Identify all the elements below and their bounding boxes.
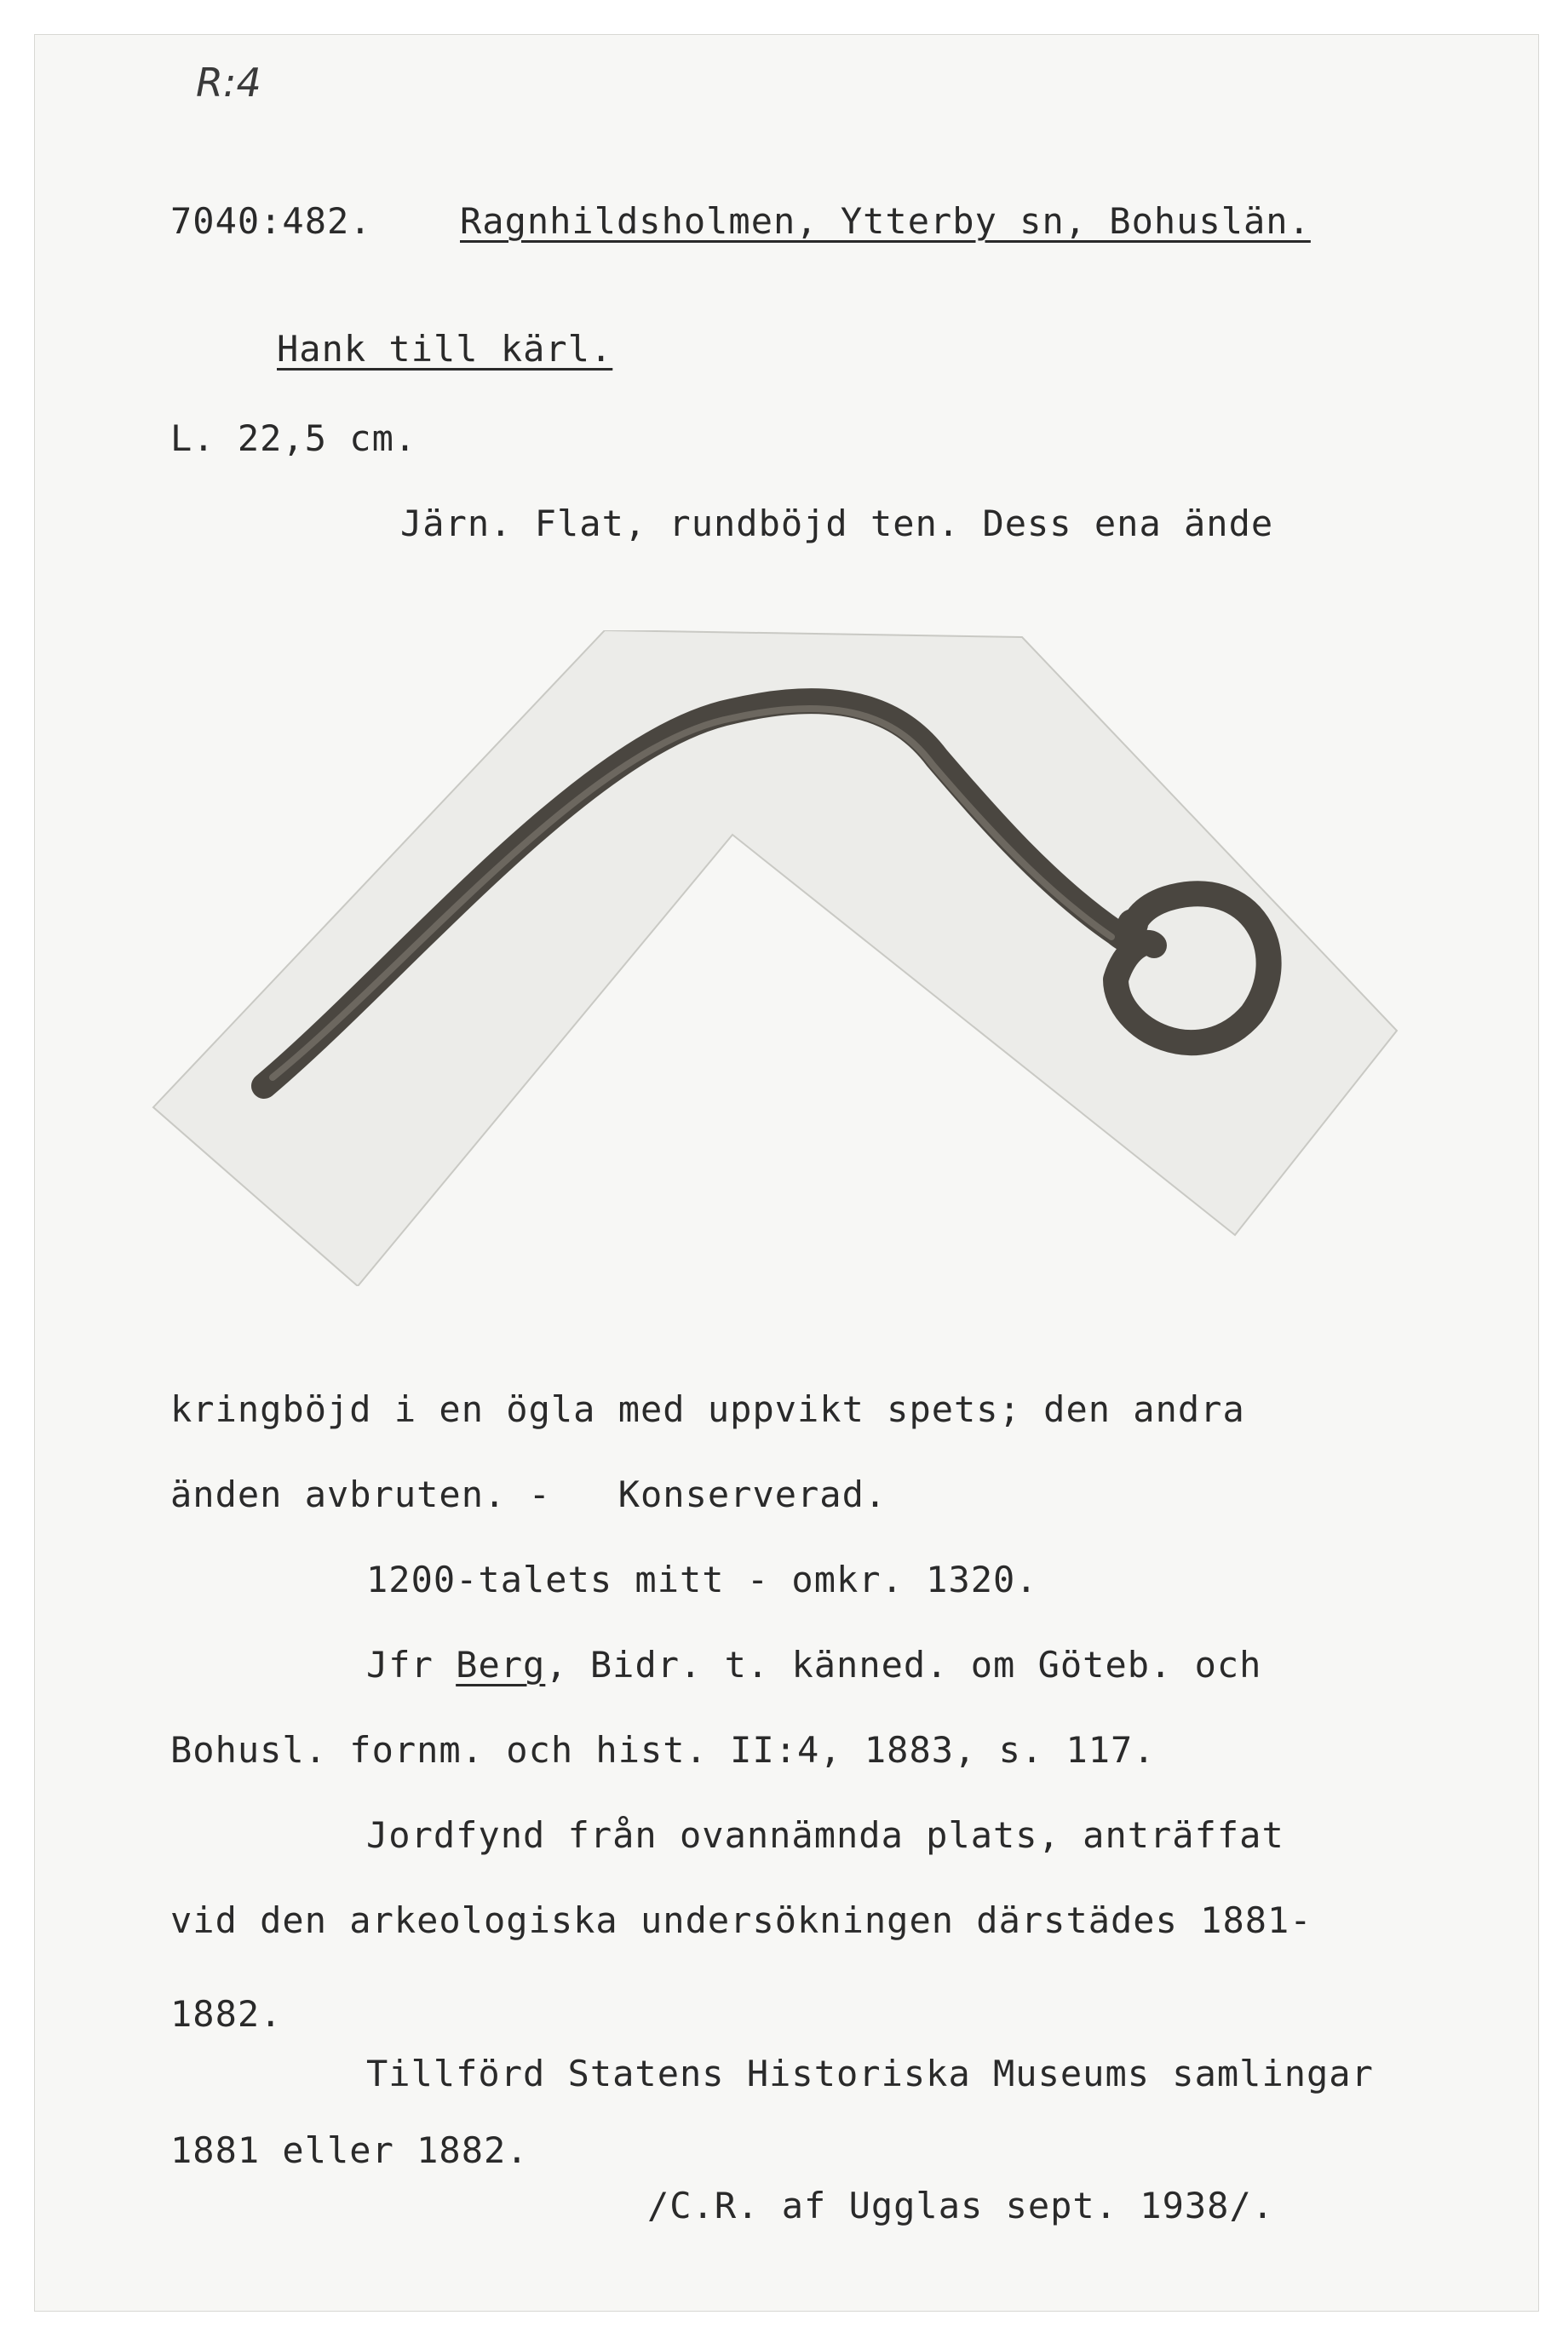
acquisition-line-2: 1881 eller 1882.: [170, 2129, 529, 2171]
catalog-number: 7040:482.: [170, 200, 372, 242]
description-line-2: kringböjd i en ögla med uppvikt spets; den andra: [170, 1388, 1245, 1430]
reference-rest: , Bidr. t. känned. om Göteb. och: [545, 1644, 1262, 1686]
object-photograph: [145, 630, 1405, 1286]
reference-line-1: [366, 1644, 1261, 1686]
find-circumstances-line-1: Jordfynd från ovannämnda plats, anträffat: [366, 1814, 1284, 1856]
find-circumstances-line-3: 1882.: [170, 1993, 283, 2035]
loop-tip: [1117, 909, 1148, 939]
handwritten-reference: R:4: [196, 60, 261, 106]
photo-paper: [153, 630, 1397, 1286]
reference-author: Berg: [456, 1644, 546, 1686]
reference-prefix: Jfr: [366, 1644, 457, 1686]
object-length: L. 22,5 cm.: [170, 417, 417, 459]
dating: 1200-talets mitt - omkr. 1320.: [366, 1559, 1038, 1600]
acquisition-line-1: Tillförd Statens Historiska Museums samlingar: [366, 2053, 1374, 2094]
description-line-1: Järn. Flat, rundböjd ten. Dess ena ände: [400, 503, 1274, 544]
description-line-3: änden avbruten. - Konserverad.: [170, 1474, 887, 1515]
reference-line-2: Bohusl. fornm. och hist. II:4, 1883, s. 117.: [170, 1729, 1156, 1771]
find-circumstances-line-2: vid den arkeologiska undersökningen därstädes 1881-: [170, 1899, 1312, 1941]
author-signature: /C.R. af Ugglas sept. 1938/.: [647, 2185, 1275, 2226]
object-name: Hank till kärl.: [277, 328, 613, 370]
find-location: Ragnhildsholmen, Ytterby sn, Bohuslän.: [460, 200, 1311, 242]
